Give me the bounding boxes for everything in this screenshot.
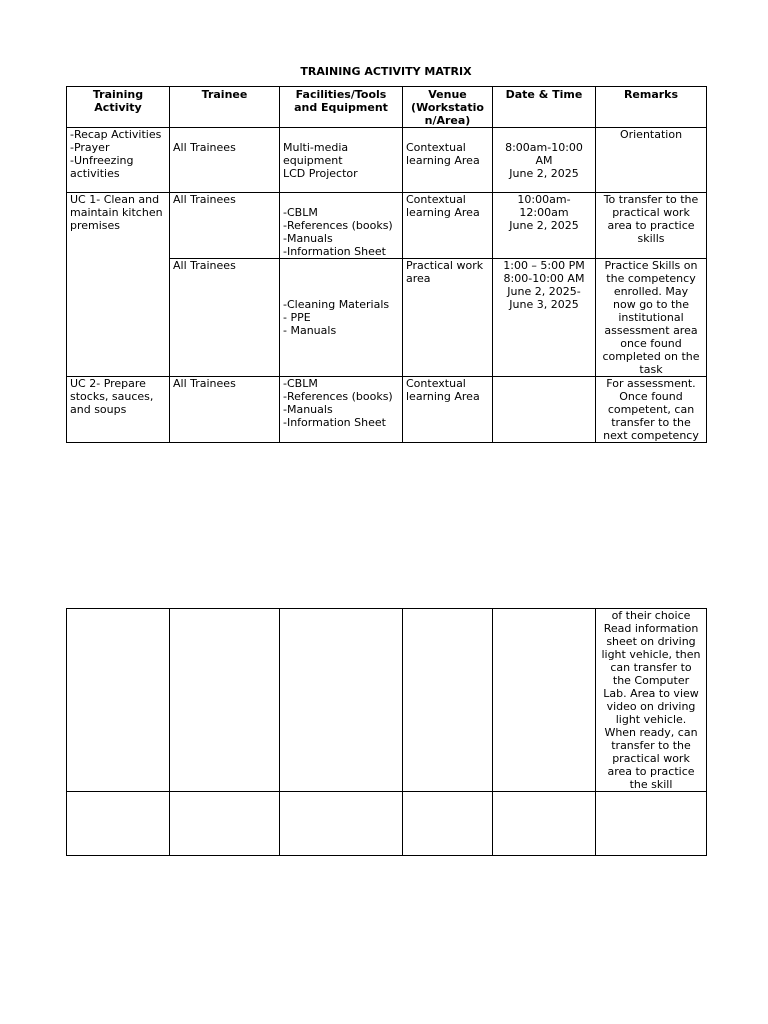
header-venue: Venue (Workstatio n/Area) (403, 87, 493, 128)
table-row (67, 609, 707, 792)
cell-remarks: Orientation (596, 128, 707, 193)
cell-empty (596, 792, 707, 856)
cell-empty (67, 792, 170, 856)
cell-trainee: All Trainees (170, 193, 280, 259)
cell-empty (403, 792, 493, 856)
table-row (67, 128, 707, 193)
table-row (67, 193, 707, 259)
cell-facilities: -Cleaning Materials - PPE - Manuals (280, 259, 403, 377)
table-row (67, 377, 707, 443)
cell-empty (280, 609, 403, 792)
cell-date-time (493, 377, 596, 443)
table-row (67, 792, 707, 856)
cell-empty (403, 609, 493, 792)
cell-empty (280, 792, 403, 856)
cell-facilities: Multi-media equipment LCD Projector (280, 128, 403, 193)
cell-empty (67, 609, 170, 792)
header-date-time: Date & Time (493, 87, 596, 128)
header-row (67, 87, 707, 128)
header-remarks: Remarks (596, 87, 707, 128)
cell-remarks: Practice Skills on the competency enrolled. May now go to the institutional assessment area once found completed on the task (596, 259, 707, 377)
training-activity-table (66, 86, 707, 443)
cell-activity: UC 1- Clean and maintain kitchen premises (67, 193, 170, 377)
cell-trainee: All Trainees (170, 128, 280, 193)
cell-date-time: 1:00 – 5:00 PM 8:00-10:00 AM June 2, 2025- June 3, 2025 (493, 259, 596, 377)
cell-venue: Contextual learning Area (403, 193, 493, 259)
cell-activity: -Recap Activities -Prayer -Unfreezing activities (67, 128, 170, 193)
cell-remarks: of their choice Read information sheet on driving light vehicle, then can transfer to the Computer Lab. Area to view video on driving light vehicle. When ready, can transfer to the practical work area to practice the skill (596, 609, 707, 792)
header-facilities: Facilities/Tools and Equipment (280, 87, 403, 128)
cell-activity: UC 2- Prepare stocks, sauces, and soups (67, 377, 170, 443)
cell-date-time: 8:00am-10:00 AM June 2, 2025 (493, 128, 596, 193)
cell-empty (170, 609, 280, 792)
cell-remarks: For assessment. Once found competent, can transfer to the next competency (596, 377, 707, 443)
cell-date-time: 10:00am- 12:00am June 2, 2025 (493, 193, 596, 259)
header-training-activity: Training Activity (67, 87, 170, 128)
document-title: TRAINING ACTIVITY MATRIX (300, 65, 472, 78)
cell-venue: Practical work area (403, 259, 493, 377)
cell-venue: Contextual learning Area (403, 377, 493, 443)
cell-empty (170, 792, 280, 856)
cell-empty (493, 609, 596, 792)
continuation-table (66, 608, 707, 856)
cell-remarks: To transfer to the practical work area to practice skills (596, 193, 707, 259)
header-trainee: Trainee (170, 87, 280, 128)
cell-venue: Contextual learning Area (403, 128, 493, 193)
cell-trainee: All Trainees (170, 377, 280, 443)
cell-facilities: -CBLM -References (books) -Manuals -Information Sheet (280, 193, 403, 259)
cell-trainee: All Trainees (170, 259, 280, 377)
cell-empty (493, 792, 596, 856)
cell-facilities: -CBLM -References (books) -Manuals -Information Sheet (280, 377, 403, 443)
